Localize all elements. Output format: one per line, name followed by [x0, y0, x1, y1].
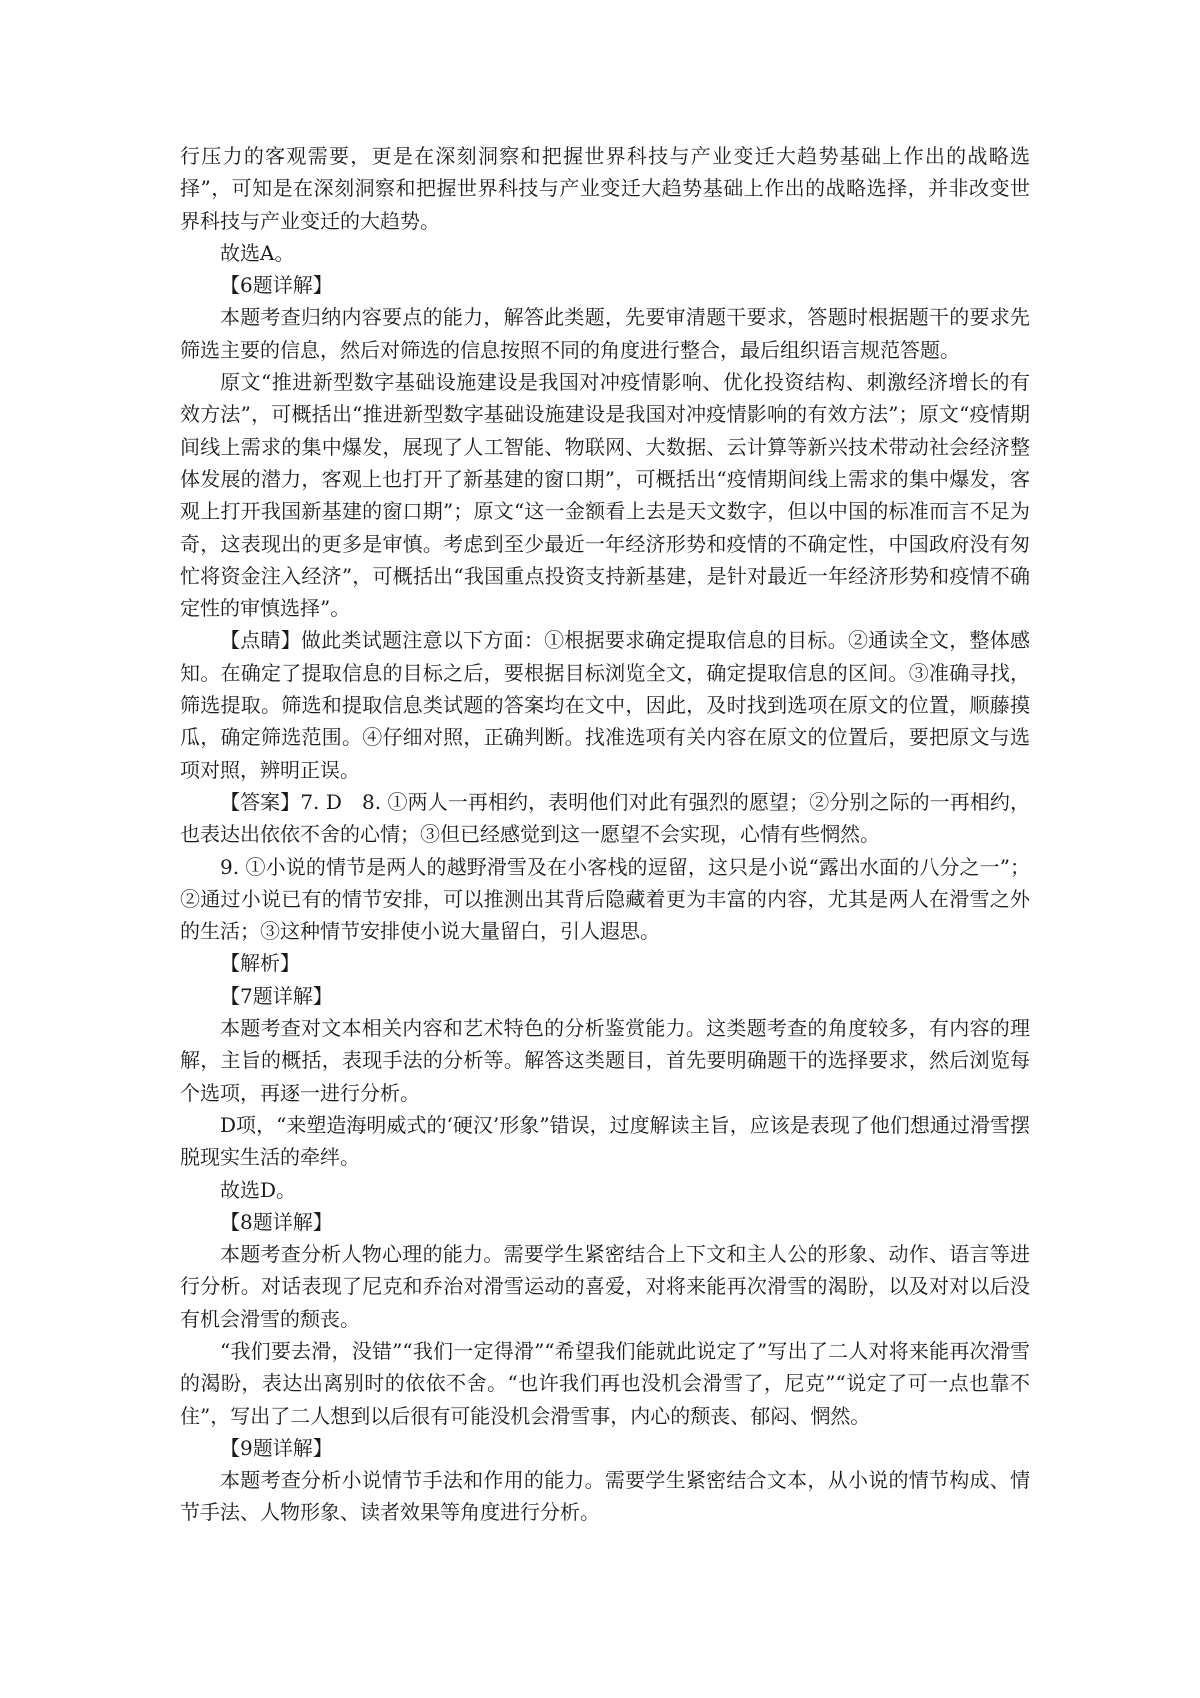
paragraph: 9. ①小说的情节是两人的越野滑雪及在小客栈的逗留，这只是小说“露出水面的八分之一”；②通过小说已有的情节安排，可以推测出其背后隐藏着更为丰富的内容，尤其是两人在滑雪之外的生活；③这种情节安排使小说大量留白，引人遐思。	[180, 854, 1030, 944]
paragraph: 故选D。	[220, 1177, 297, 1202]
section-heading: 【8题详解】	[220, 1209, 333, 1234]
paragraph: 行压力的客观需要，更是在深刻洞察和把握世界科技与产业变迁大趋势基础上作出的战略选择”，可知是在深刻洞察和把握世界科技与产业变迁大趋势基础上作出的战略选择，并非改变世界科技与产业变迁的大趋势。	[180, 144, 1030, 233]
paragraph: 本题考查对文本相关内容和艺术特色的分析鉴赏能力。这类题考查的角度较多，有内容的理解，主旨的概括，表现手法的分析等。解答这类题目，首先要明确题干的选择要求，然后浏览每个选项，再逐一进行分析。	[180, 1016, 1030, 1105]
section-heading: 【6题详解】	[220, 273, 333, 298]
section-heading: 【9题详解】	[220, 1435, 333, 1460]
paragraph: 【点睛】做此类试题注意以下方面：①根据要求确定提取信息的目标。②通读全文，整体感知。在确定了提取信息的目标之后，要根据目标浏览全文，确定提取信息的区间。③准确寻找，筛选提取。筛选和提取信息类试题的答案均在文中，因此，及时找到选项在原文的位置，顺藤摸瓜，确定筛选范围。④仔细对照，正确判断。找准选项有关内容在原文的位置后，要把原文与选项对照，辨明正误。	[180, 628, 1030, 782]
paragraph: 本题考查归纳内容要点的能力，解答此类题，先要审清题干要求，答题时根据题干的要求先筛选主要的信息，然后对筛选的信息按照不同的角度进行整合，最后组织语言规范答题。	[180, 305, 1030, 362]
paragraph: 原文“推进新型数字基础设施建设是我国对冲疫情影响、优化投资结构、刺激经济增长的有效方法”，可概括出“推进新型数字基础设施建设是我国对冲疫情影响的有效方法”；原文“疫情期间线上需求的集中爆发，展现了人工智能、物联网、大数据、云计算等新兴技术带动社会经济整体发展的潜力，客观上也打开了新基建的窗口期”，可概括出“疫情期间线上需求的集中爆发，客观上打开我国新基建的窗口期”；原文“这一金额看上去是天文数字，但以中国的标准而言不足为奇，这表现出的更多是审慎。考虑到至少最近一年经济形势和疫情的不确定性，中国政府没有匆忙将资金注入经济”，可概括出“我国重点投资支持新基建，是针对最近一年经济形势和疫情不确定性的审慎选择”。	[180, 370, 1030, 621]
paragraph: “我们要去滑，没错”“我们一定得滑”“希望我们能就此说定了”写出了二人对将来能再次滑雪的渴盼，表达出离别时的依依不舍。“也许我们再也没机会滑雪了，尼克”“说定了可一点也靠不住”，写出了二人想到以后很有可能没机会滑雪事，内心的颓丧、郁闷、惘然。	[180, 1338, 1030, 1428]
paragraph: 本题考查分析人物心理的能力。需要学生紧密结合上下文和主人公的形象、动作、语言等进行分析。对话表现了尼克和乔治对滑雪运动的喜爱，对将来能再次滑雪的渴盼，以及对对以后没有机会滑雪的颓丧。	[180, 1242, 1030, 1331]
paragraph: D项，“来塑造海明威式的‘硬汉’形象”错误，过度解读主旨，应该是表现了他们想通过滑雪摆脱现实生活的牵绊。	[180, 1112, 1030, 1170]
paragraph: 本题考查分析小说情节手法和作用的能力。需要学生紧密结合文本，从小说的情节构成、情节手法、人物形象、读者效果等角度进行分析。	[180, 1468, 1030, 1525]
paragraph: 故选A。	[220, 240, 295, 265]
section-heading: 【解析】	[220, 951, 300, 976]
section-heading: 【7题详解】	[220, 983, 333, 1008]
document-page	[180, 140, 1030, 1529]
answer-paragraph: 【答案】7. D 8. ①两人一再相约，表明他们对此有强烈的愿望；②分别之际的一再相约，也表达出依依不舍的心情；③但已经感觉到这一愿望不会实现，心情有些惘然。	[180, 789, 1030, 847]
